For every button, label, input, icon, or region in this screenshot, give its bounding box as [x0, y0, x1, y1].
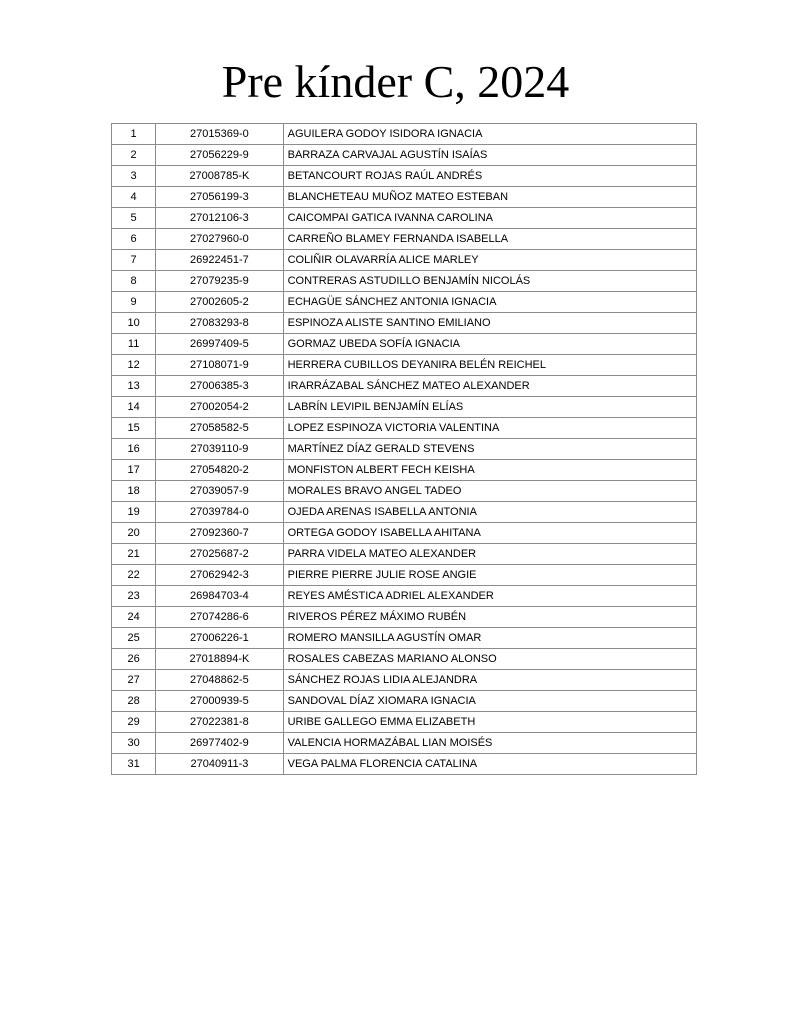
student-name: HERRERA CUBILLOS DEYANIRA BELÉN REICHEL [283, 355, 696, 376]
table-row [112, 754, 697, 775]
table-row [112, 523, 697, 544]
student-rut: 27083293-8 [156, 313, 283, 334]
row-number: 16 [112, 439, 156, 460]
student-name: URIBE GALLEGO EMMA ELIZABETH [283, 712, 696, 733]
table-row [112, 355, 697, 376]
row-number: 11 [112, 334, 156, 355]
table-row [112, 502, 697, 523]
row-number: 12 [112, 355, 156, 376]
student-name: REYES AMÉSTICA ADRIEL ALEXANDER [283, 586, 696, 607]
roster-body [112, 124, 697, 775]
student-rut: 27012106-3 [156, 208, 283, 229]
student-name: RIVEROS PÉREZ MÁXIMO RUBÉN [283, 607, 696, 628]
table-row [112, 145, 697, 166]
student-rut: 27027960-0 [156, 229, 283, 250]
table-row [112, 733, 697, 754]
student-rut: 27022381-8 [156, 712, 283, 733]
table-row [112, 124, 697, 145]
student-rut: 27092360-7 [156, 523, 283, 544]
student-name: BETANCOURT ROJAS RAÚL ANDRÉS [283, 166, 696, 187]
student-name: BARRAZA CARVAJAL AGUSTÍN ISAÍAS [283, 145, 696, 166]
table-row [112, 208, 697, 229]
row-number: 27 [112, 670, 156, 691]
table-row [112, 565, 697, 586]
student-rut: 27025687-2 [156, 544, 283, 565]
student-name: PIERRE PIERRE JULIE ROSE ANGIE [283, 565, 696, 586]
student-rut: 27018894-K [156, 649, 283, 670]
student-name: AGUILERA GODOY ISIDORA IGNACIA [283, 124, 696, 145]
student-name: MARTÍNEZ DÍAZ GERALD STEVENS [283, 439, 696, 460]
table-row [112, 649, 697, 670]
student-rut: 27058582-5 [156, 418, 283, 439]
table-row [112, 586, 697, 607]
student-name: ROMERO MANSILLA AGUSTÍN OMAR [283, 628, 696, 649]
student-rut: 27039057-9 [156, 481, 283, 502]
table-row [112, 418, 697, 439]
table-row [112, 229, 697, 250]
row-number: 22 [112, 565, 156, 586]
table-row [112, 187, 697, 208]
student-rut: 26977402-9 [156, 733, 283, 754]
table-row [112, 607, 697, 628]
table-row [112, 544, 697, 565]
student-rut: 27074286-6 [156, 607, 283, 628]
student-rut: 26984703-4 [156, 586, 283, 607]
row-number: 17 [112, 460, 156, 481]
table-row [112, 397, 697, 418]
row-number: 4 [112, 187, 156, 208]
row-number: 10 [112, 313, 156, 334]
student-rut: 27062942-3 [156, 565, 283, 586]
student-name: GORMAZ UBEDA SOFÍA IGNACIA [283, 334, 696, 355]
student-name: CAICOMPAI GATICA IVANNA CAROLINA [283, 208, 696, 229]
student-name: VALENCIA HORMAZÁBAL LIAN MOISÉS [283, 733, 696, 754]
student-rut: 27048862-5 [156, 670, 283, 691]
student-name: LABRÍN LEVIPIL BENJAMÍN ELÍAS [283, 397, 696, 418]
student-name: COLIÑIR OLAVARRÍA ALICE MARLEY [283, 250, 696, 271]
table-row [112, 460, 697, 481]
row-number: 18 [112, 481, 156, 502]
row-number: 30 [112, 733, 156, 754]
student-rut: 27002054-2 [156, 397, 283, 418]
student-rut: 27006385-3 [156, 376, 283, 397]
row-number: 14 [112, 397, 156, 418]
table-row [112, 439, 697, 460]
row-number: 9 [112, 292, 156, 313]
student-name: CONTRERAS ASTUDILLO BENJAMÍN NICOLÁS [283, 271, 696, 292]
row-number: 28 [112, 691, 156, 712]
table-row [112, 376, 697, 397]
student-name: CARREÑO BLAMEY FERNANDA ISABELLA [283, 229, 696, 250]
student-name: IRARRÁZABAL SÁNCHEZ MATEO ALEXANDER [283, 376, 696, 397]
table-row [112, 166, 697, 187]
student-rut: 27056199-3 [156, 187, 283, 208]
table-row [112, 670, 697, 691]
student-name: SANDOVAL DÍAZ XIOMARA IGNACIA [283, 691, 696, 712]
row-number: 31 [112, 754, 156, 775]
student-name: PARRA VIDELA MATEO ALEXANDER [283, 544, 696, 565]
student-name: ROSALES CABEZAS MARIANO ALONSO [283, 649, 696, 670]
table-row [112, 271, 697, 292]
table-row [112, 292, 697, 313]
student-rut: 27000939-5 [156, 691, 283, 712]
student-name: SÁNCHEZ ROJAS LIDIA ALEJANDRA [283, 670, 696, 691]
student-name: MONFISTON ALBERT FECH KEISHA [283, 460, 696, 481]
table-row [112, 334, 697, 355]
student-name: VEGA PALMA FLORENCIA CATALINA [283, 754, 696, 775]
row-number: 19 [112, 502, 156, 523]
row-number: 26 [112, 649, 156, 670]
student-rut: 27015369-0 [156, 124, 283, 145]
row-number: 20 [112, 523, 156, 544]
row-number: 5 [112, 208, 156, 229]
student-rut: 26997409-5 [156, 334, 283, 355]
student-name: OJEDA ARENAS ISABELLA ANTONIA [283, 502, 696, 523]
table-row [112, 250, 697, 271]
row-number: 13 [112, 376, 156, 397]
row-number: 25 [112, 628, 156, 649]
table-row [112, 712, 697, 733]
row-number: 2 [112, 145, 156, 166]
table-row [112, 628, 697, 649]
student-name: ESPINOZA ALISTE SANTINO EMILIANO [283, 313, 696, 334]
table-row [112, 481, 697, 502]
row-number: 21 [112, 544, 156, 565]
row-number: 1 [112, 124, 156, 145]
row-number: 7 [112, 250, 156, 271]
row-number: 8 [112, 271, 156, 292]
student-name: MORALES BRAVO ANGEL TADEO [283, 481, 696, 502]
table-row [112, 691, 697, 712]
student-rut: 27056229-9 [156, 145, 283, 166]
student-rut: 27040911-3 [156, 754, 283, 775]
page-title: Pre kínder C, 2024 [221, 56, 570, 107]
row-number: 3 [112, 166, 156, 187]
student-roster-table [111, 123, 697, 775]
table-row [112, 313, 697, 334]
student-rut: 27039110-9 [156, 439, 283, 460]
student-rut: 27008785-K [156, 166, 283, 187]
student-name: BLANCHETEAU MUÑOZ MATEO ESTEBAN [283, 187, 696, 208]
row-number: 29 [112, 712, 156, 733]
student-name: LOPEZ ESPINOZA VICTORIA VALENTINA [283, 418, 696, 439]
student-rut: 27079235-9 [156, 271, 283, 292]
row-number: 15 [112, 418, 156, 439]
student-rut: 27108071-9 [156, 355, 283, 376]
student-rut: 27039784-0 [156, 502, 283, 523]
student-rut: 27006226-1 [156, 628, 283, 649]
row-number: 6 [112, 229, 156, 250]
student-rut: 27002605-2 [156, 292, 283, 313]
row-number: 24 [112, 607, 156, 628]
student-name: ORTEGA GODOY ISABELLA AHITANA [283, 523, 696, 544]
row-number: 23 [112, 586, 156, 607]
student-rut: 26922451-7 [156, 250, 283, 271]
student-name: ECHAGÜE SÁNCHEZ ANTONIA IGNACIA [283, 292, 696, 313]
student-rut: 27054820-2 [156, 460, 283, 481]
